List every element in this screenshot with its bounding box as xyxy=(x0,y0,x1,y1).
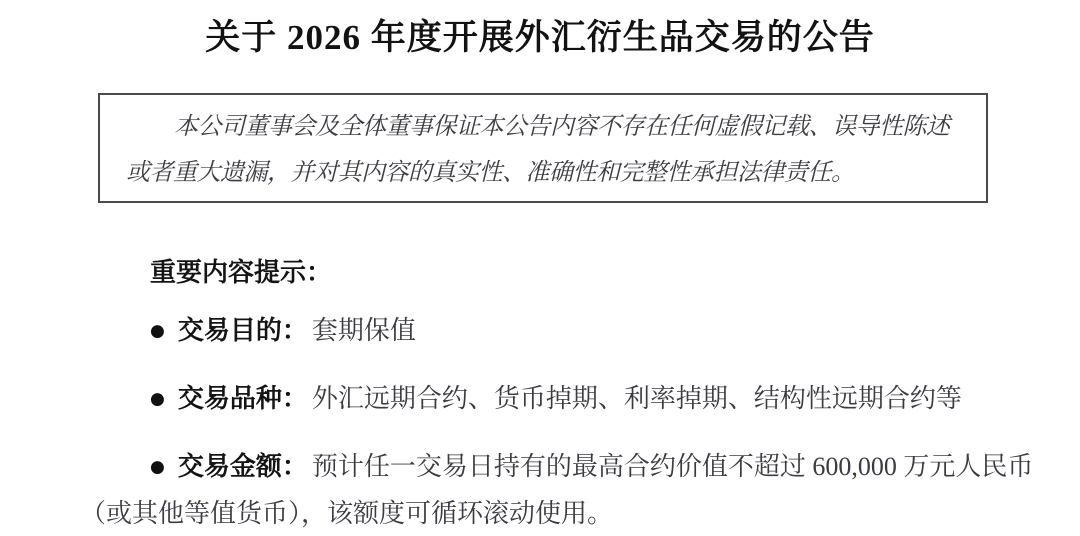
page-title: 关于 2026 年度开展外汇衍生品交易的公告 xyxy=(205,18,875,57)
bullet-icon: ● xyxy=(150,457,165,477)
disclaimer-box xyxy=(98,93,988,203)
bullet-item-trading-purpose xyxy=(80,309,1050,356)
bullet-text-trading-amount: 预计任一交易日持有的最高合约价值不超过 600,000 万元人民币（或其他等值货币），该额度可循环滚动使用。 xyxy=(80,452,1034,528)
announcement-document xyxy=(0,16,1080,536)
disclaimer-text: 本公司董事会及全体董事保证本公告内容不存在任何虚假记载、误导性陈述或者重大遗漏，并对其内容的真实性、准确性和完整性承担法律责任。 xyxy=(126,114,950,186)
bullet-label-trading-instruments: 交易品种： xyxy=(177,383,308,413)
section-heading-important-notice: 重要内容提示： xyxy=(150,257,333,287)
bullet-text-trading-instruments: 外汇远期合约、货币掉期、利率掉期、结构性远期合约等 xyxy=(311,384,962,413)
bullet-icon: ● xyxy=(150,389,165,409)
bullet-icon: ● xyxy=(150,321,165,341)
bullet-item-trading-instruments xyxy=(80,377,1050,424)
bullet-label-trading-purpose: 交易目的： xyxy=(177,315,308,345)
bullet-label-trading-amount: 交易金额： xyxy=(177,451,308,481)
bullet-text-trading-purpose: 套期保值 xyxy=(311,316,416,345)
bullet-item-trading-amount xyxy=(80,445,1050,535)
